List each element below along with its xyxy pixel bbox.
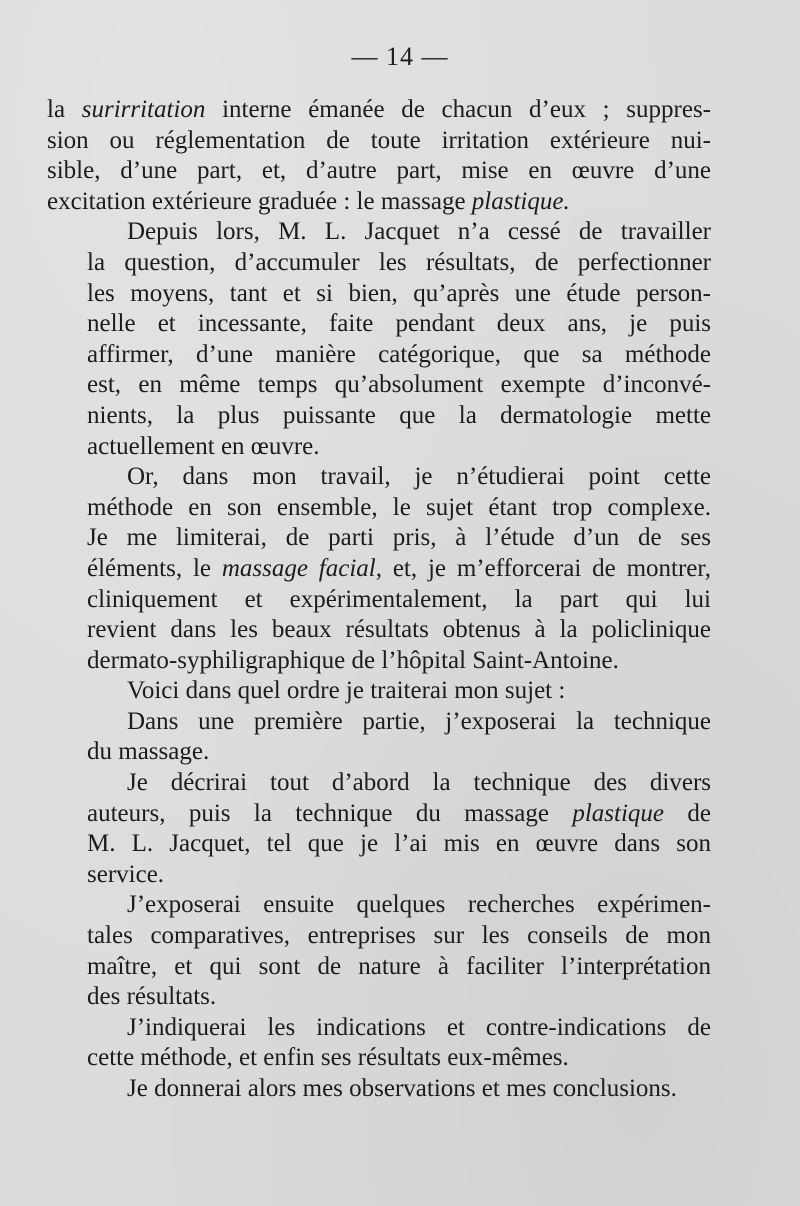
text-line: tales comparatives, entreprises sur les conseils de mon xyxy=(87,922,711,950)
paragraph xyxy=(47,462,711,676)
italic-term: plastique xyxy=(572,799,664,827)
paragraph xyxy=(47,217,711,462)
text-line: cette méthode, et enfin ses résultats eux-mêmes. xyxy=(87,1044,569,1072)
paragraph xyxy=(47,1074,711,1105)
text-line: excitation extérieure graduée : le massage plastique. xyxy=(47,187,570,215)
body-text xyxy=(47,95,711,1105)
text-line: est, en même temps qu’absolument exempte d’inconvé- xyxy=(87,371,711,399)
text-line: la question, d’accumuler les résultats, de perfectionner xyxy=(87,248,711,276)
text-line: actuellement en œuvre. xyxy=(87,432,320,460)
text-line: service. xyxy=(87,860,165,888)
page-number: — 14 — xyxy=(351,42,449,71)
text-line: J’exposerai ensuite quelques recherches expérimen- xyxy=(127,891,711,919)
text-line: auteurs, puis la technique du massage plastique de xyxy=(87,799,711,827)
text-line: des résultats. xyxy=(87,983,217,1011)
text-line: dermato-syphiligraphique de l’hôpital Saint-Antoine. xyxy=(87,646,619,674)
text-line: nients, la plus puissante que la dermatologie mette xyxy=(87,401,711,429)
paragraph xyxy=(47,707,711,768)
text-line: affirmer, d’une manière catégorique, que sa méthode xyxy=(87,340,711,368)
text-line: nelle et incessante, faite pendant deux ans, je puis xyxy=(87,310,711,338)
paragraph xyxy=(47,95,711,217)
italic-term: plastique. xyxy=(471,187,570,215)
text-line: Je me limiterai, de parti pris, à l’étude d’un de ses xyxy=(87,524,711,552)
text-line: la surirritation interne émanée de chacun d’eux ; suppres- xyxy=(47,96,711,123)
text-line: éléments, le massage facial, et, je m’efforcerai de montrer, xyxy=(87,554,711,582)
text-line: maître, et qui sont de nature à faciliter l’interprétation xyxy=(87,952,711,980)
text-line: revient dans les beaux résultats obtenus à la policlinique xyxy=(87,616,711,644)
text-line: Depuis lors, M. L. Jacquet n’a cessé de travailler xyxy=(127,218,711,246)
italic-term: massage facial, xyxy=(221,554,382,582)
text-line: J’indiquerai les indications et contre-indications de xyxy=(127,1013,711,1041)
text-line: sible, d’une part, et, d’autre part, mise en œuvre d’une xyxy=(47,157,711,185)
italic-term: surirritation xyxy=(81,96,206,123)
text-line: Voici dans quel ordre je traiterai mon sujet : xyxy=(127,677,566,705)
paragraph xyxy=(47,1013,711,1074)
paragraph xyxy=(47,768,711,890)
text-line: cliniquement et expérimentalement, la part qui lui xyxy=(87,585,711,613)
text-line: du massage. xyxy=(87,738,210,766)
text-line: Je décrirai tout d’abord la technique des divers xyxy=(127,769,711,797)
text-line: M. L. Jacquet, tel que je l’ai mis en œuvre dans son xyxy=(87,830,711,858)
text-line: Je donnerai alors mes observations et mes conclusions. xyxy=(127,1075,677,1102)
paragraph xyxy=(47,676,711,707)
paragraph xyxy=(47,890,711,1012)
text-line: les moyens, tant et si bien, qu’après une étude person- xyxy=(87,279,711,307)
text-line: méthode en son ensemble, le sujet étant trop complexe. xyxy=(87,493,711,521)
text-line: Or, dans mon travail, je n’étudierai point cette xyxy=(127,463,711,491)
text-line: Dans une première partie, j’exposerai la technique xyxy=(127,707,711,735)
text-line: sion ou réglementation de toute irritation extérieure nui- xyxy=(47,126,711,154)
